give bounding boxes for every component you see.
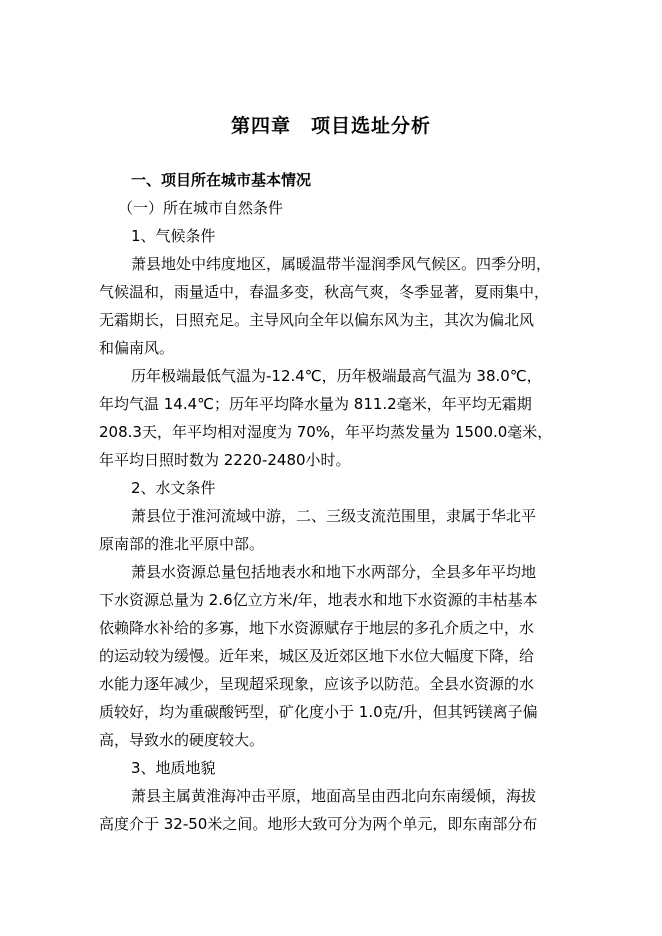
paragraph-line: 水能力逐年减少，呈现超采现象，应该予以防范。全县水资源的水	[99, 675, 535, 693]
paragraph-line: 年平均日照时数为 2220-2480小时。	[99, 451, 351, 469]
paragraph-line: 质较好，均为重碳酸钙型，矿化度小于 1.0克/升，但其钙镁离子偏	[99, 703, 538, 721]
paragraph-line: 高，导致水的硬度较大。	[99, 731, 265, 749]
paragraph-line: 萧县水资源总量包括地表水和地下水两部分，全县多年平均地	[131, 563, 537, 581]
item-heading-hydrology: 2、水文条件	[131, 479, 216, 497]
paragraph-line: 高度介于 32-50米之间。地形大致可分为两个单元，即东南部分布	[99, 815, 538, 833]
paragraph-line: 下水资源总量为 2.6亿立方米/年，地表水和地下水资源的丰枯基本	[99, 591, 538, 609]
paragraph-line: 年均气温 14.4℃；历年平均降水量为 811.2毫米，年平均无霜期	[99, 395, 532, 413]
subsection-heading: （一）所在城市自然条件	[118, 199, 284, 217]
paragraph-line: 萧县主属黄淮海冲击平原，地面高呈由西北向东南缓倾，海拔	[131, 787, 537, 805]
paragraph-line: 无霜期长，日照充足。主导风向全年以偏东风为主，其次为偏北风	[99, 311, 535, 329]
item-heading-climate: 1、气候条件	[131, 227, 216, 245]
paragraph-line: 和偏南风。	[99, 339, 175, 357]
section-heading: 一、项目所在城市基本情况	[131, 171, 312, 189]
paragraph-line: 历年极端最低气温为-12.4℃，历年极端最高气温为 38.0℃，	[131, 367, 542, 385]
paragraph-line: 原南部的淮北平原中部。	[99, 535, 265, 553]
paragraph-line: 气候温和，雨量适中，春温多变，秋高气爽，冬季显著，夏雨集中，	[99, 283, 550, 301]
chapter-title: 第四章 项目选址分析	[230, 115, 431, 137]
paragraph-line: 萧县地处中纬度地区，属暖温带半湿润季风气候区。四季分明，	[131, 255, 552, 273]
paragraph-line: 的运动较为缓慢。近年来，城区及近郊区地下水位大幅度下降，给	[99, 647, 535, 665]
item-heading-geology: 3、地质地貌	[131, 759, 216, 777]
paragraph-line: 208.3天，年平均相对湿度为 70%，年平均蒸发量为 1500.0毫米，	[99, 423, 553, 441]
paragraph-line: 萧县位于淮河流域中游，二、三级支流范围里，隶属于华北平	[131, 507, 537, 525]
paragraph-line: 依赖降水补给的多寡，地下水资源赋存于地层的多孔介质之中，水	[99, 619, 535, 637]
